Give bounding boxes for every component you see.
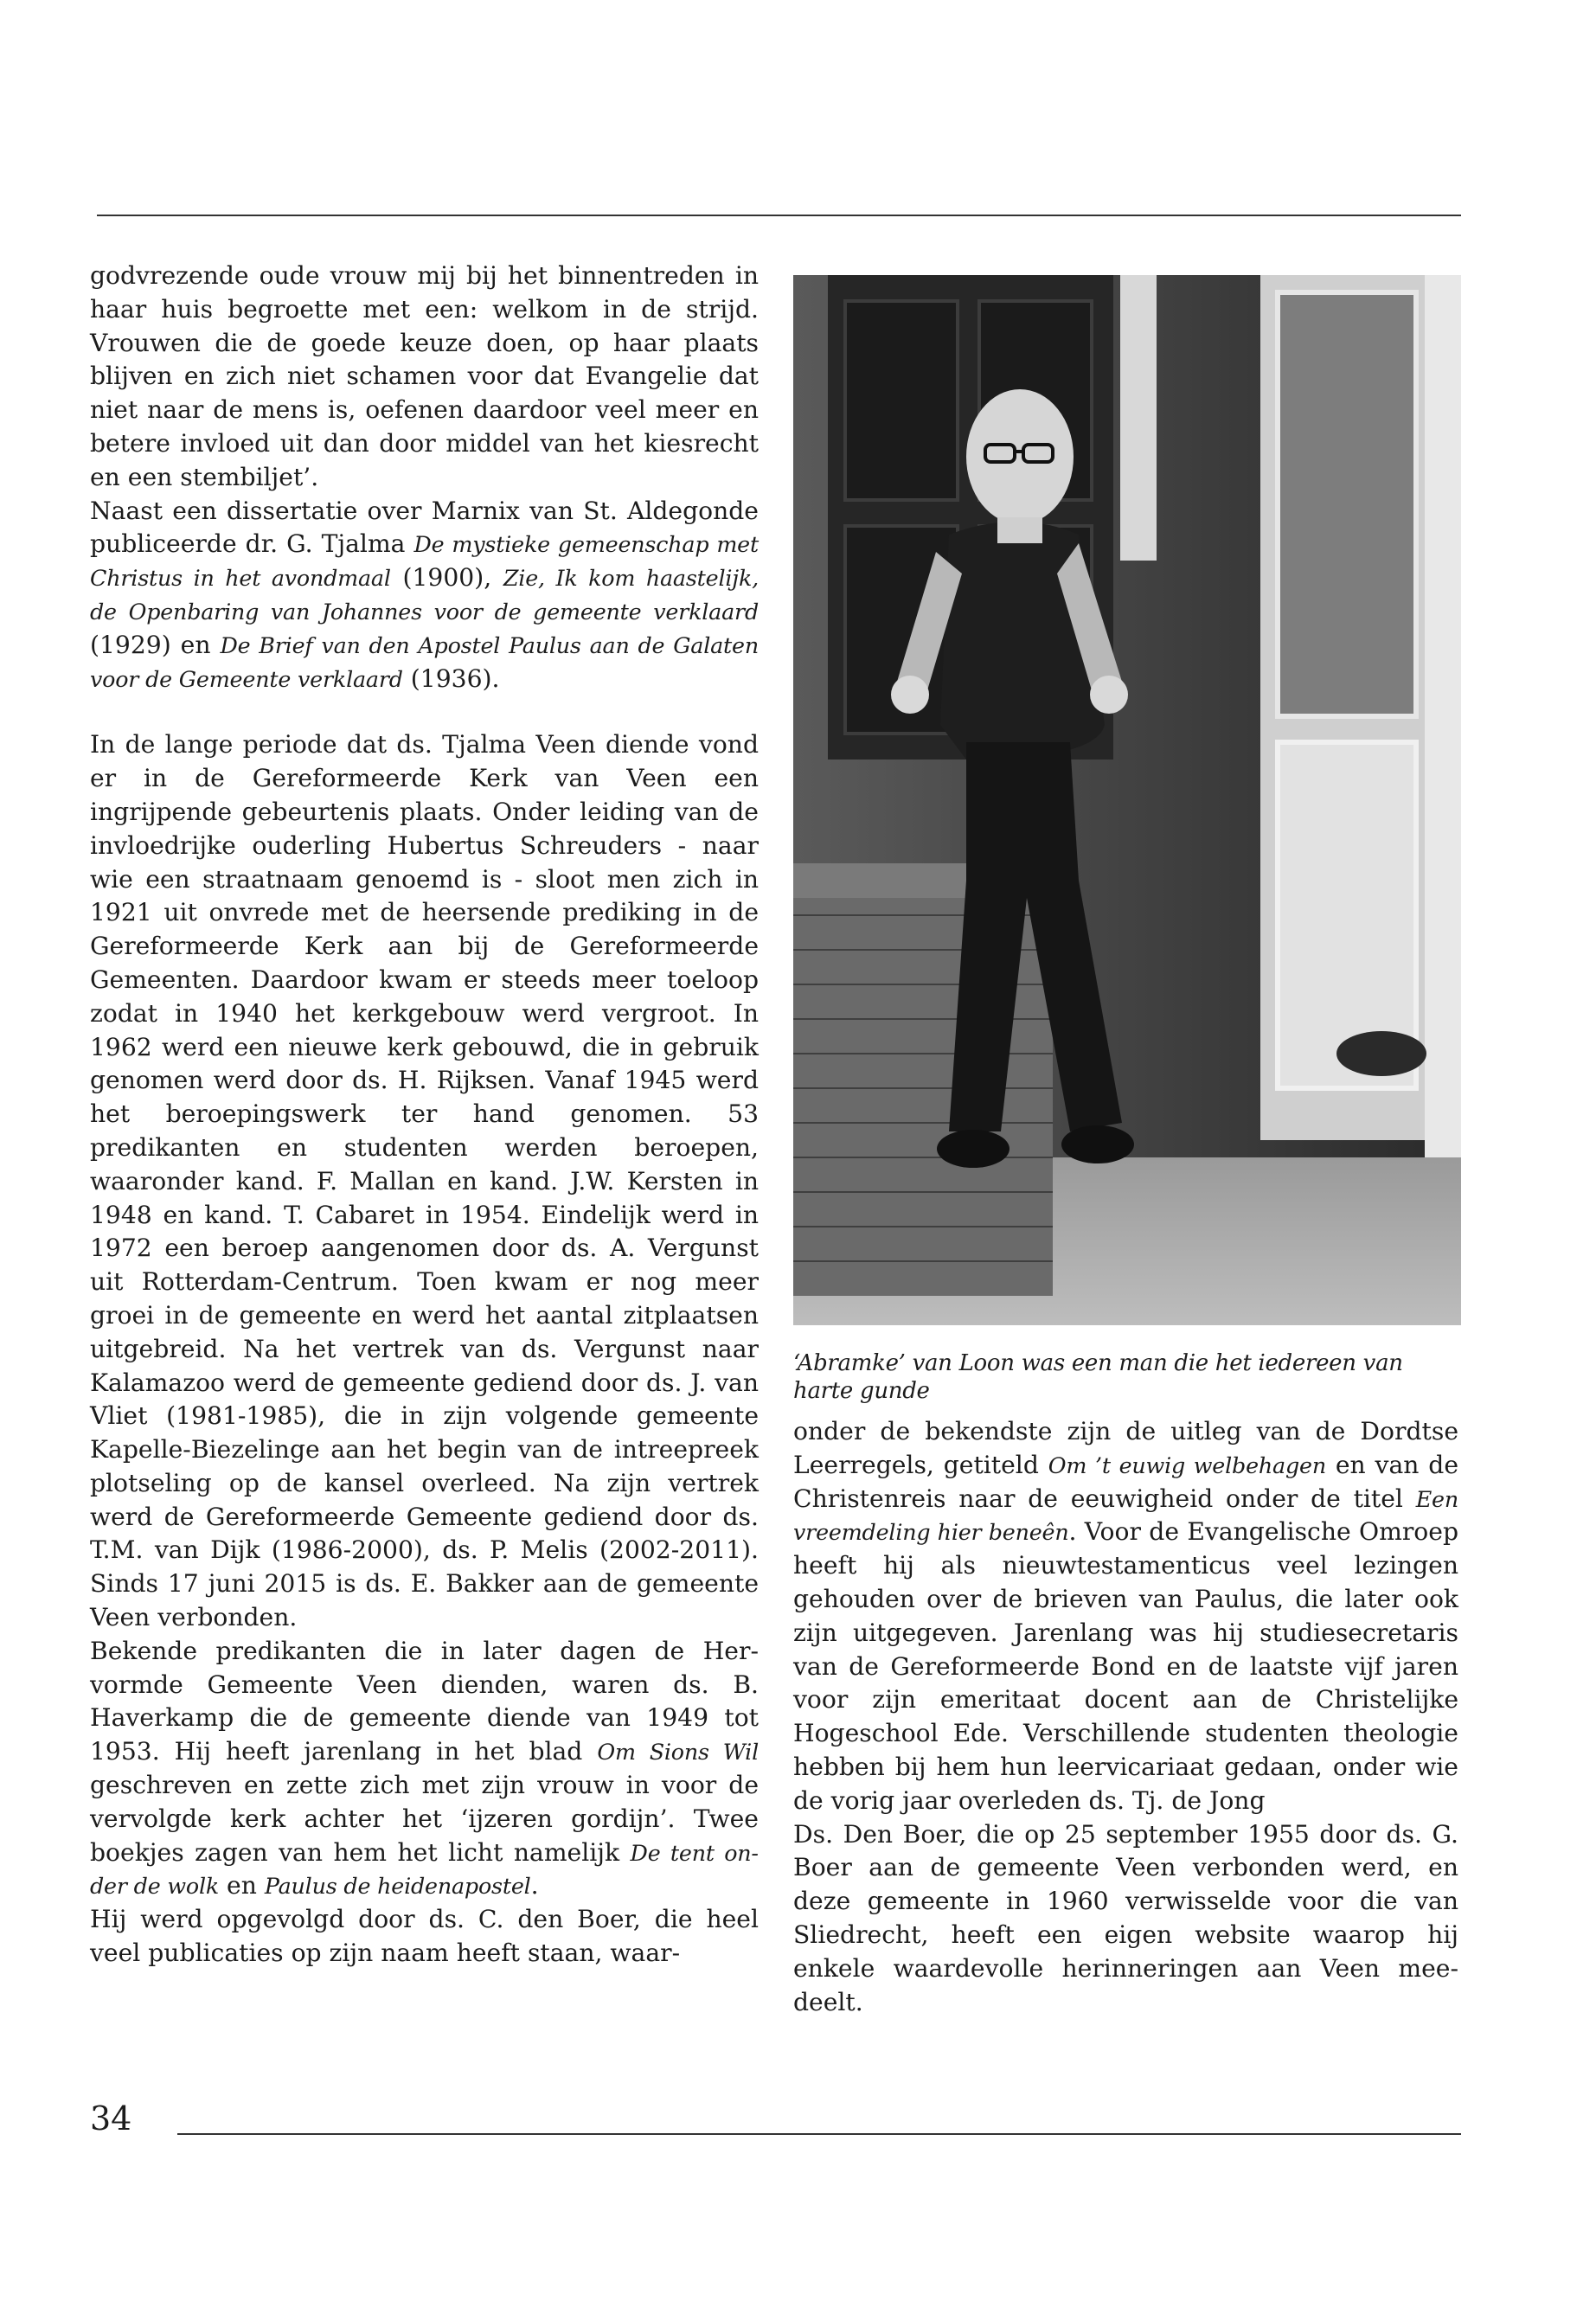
- text-run: (1900),: [390, 563, 503, 593]
- book-title: De mystieke gemeenschap met Christus in het avondmaal: [90, 531, 759, 592]
- text-run: (1929) en: [90, 630, 221, 659]
- photo-caption: ‘Abramke’ van Loon was een man die het iedereen van harte gunde: [793, 1350, 1403, 1404]
- paragraph-church-history: In de lange periode dat ds. Tjalma Veen diende vond er in de Gereformeerde Kerk van Veen een ingrijpende gebeurtenis plaats. Onder leiding van de invloedrijke ouderling Hubertus Schreuders - naar wie een straatnaam genoemd is - sloot men zich in 1921 uit onvrede met de heersende prediking in de Gereformeerde Kerk aan bij de Gereformeerde Gemeenten. Daardoor kwam er steeds meer toeloop zodat in 1940 het kerkgebouw werd vergroot. In 1962 werd een nieuwe kerk gebouwd, die in gebruik genomen werd door ds. H. Rijksen. Vanaf 1945 werd het beroepingswerk ter hand genomen. 53 predikanten en studenten werden beroepen, waaronder kand. F. Mallan en kand. J.W. Kersten in 1948 en kand. T. Cabaret in 1954. Eindelijk werd in 1972 een beroep aangenomen door ds. A. Vergunst uit Rotterdam-Centrum. Toen kwam er nog meer groei in de gemeente en werd het aantal zitplaatsen uitgebreid. Na het vertrek van ds. Vergunst naar Kalamazoo werd de gemeente gediend door ds. J. van Vliet (1981-1985), die in zijn volgende gemeente Kapelle-Biezelinge aan het begin van de intreepreek plotseling op de kansel overleed. Na zijn vertrek werd de Gereformeerde Gemeente gediend door ds. T.M. van Dijk (1986-2000), ds. P. Melis (2002-2011). Sinds 17 juni 2015 is ds. E. Bakker aan de gemeente Veen verbonden.: [90, 730, 759, 1632]
- right-column: [793, 1415, 1458, 2019]
- book-title: De Brief van den Apostel Paulus aan de Galaten voor de Gemeente verklaard: [90, 631, 759, 692]
- text-run: (1936).: [402, 663, 500, 693]
- text-run: onder de bekendste zijn de uitleg van de Dordtse Leerregels, getiteld: [793, 1417, 1458, 1479]
- book-title: Om ’t euwig welbehagen: [1048, 1452, 1326, 1478]
- portrait-photo-image: [793, 275, 1461, 1325]
- paragraph-den-boer-intro: Hij werd opgevolgd door ds. C. den Boer, die heel veel publicaties op zijn naam heeft staan, waar-: [90, 1905, 759, 1968]
- paragraph-den-boer-career: Ds. Den Boer, die op 25 september 1955 door ds. G. Boer aan de gemeente Veen verbonden werd, en deze gemeente in 1960 verwisselde voor die van Sliedrecht, heeft een eigen website waarop hij enkele waardevolle herinneringen aan Veen meedeelt.: [793, 1819, 1458, 2016]
- text-run: . Voor de Evangelische Omroep heeft hij als nieuwtestamenticus veel lezingen gehouden over de brieven van Paulus, die later ook zijn uitgegeven. Jarenlang was hij studiesecretaris van de Gereformeerde Bond en de laatste vijf jaren voor zijn emeritaat docent aan de Christelijke Hogeschool Ede. Verschillende studenten theologie hebben bij hem hun leervicariaat gedaan, onder wie de vorig jaar overleden ds. Tj. de Jong: [793, 1517, 1458, 1815]
- book-title: Een vreemdeling hier beneên: [793, 1485, 1458, 1546]
- paragraph-gap: [90, 695, 759, 728]
- text-run: en van de Christenreis naar de eeuwigheid onder de titel: [793, 1450, 1458, 1513]
- paragraph-haverkamp: [90, 1635, 759, 1903]
- page-number: 34: [90, 2099, 132, 2138]
- paragraph-tjalma-publications: [90, 495, 759, 696]
- text-run: Naast een dissertatie over Marnix van St. Aldegonde publiceerde dr. G. Tjalma: [90, 496, 759, 559]
- paragraph-den-boer-publications: [793, 1415, 1458, 1818]
- portrait-photo: [793, 275, 1461, 1325]
- text-run: .: [530, 1871, 539, 1900]
- magazine-title: Om Sions Wil: [597, 1739, 760, 1766]
- paragraph-continuation: godvrezende oude vrouw mij bij het binnentreden in haar huis begroette met een: welkom in de strijd. Vrouwen die de goede keuze doen, op haar plaats blijven en zich niet schamen voor dat Evangelie dat niet naar de mens is, oefenen daardoor veel meer en betere invloed uit dan door middel van het kiesrecht en een stembiljet’.: [90, 261, 759, 491]
- top-rule: [97, 215, 1461, 216]
- book-title: De tent onder de wolk: [90, 1839, 759, 1900]
- text-run: geschreven en zette zich met zijn vrouw in voor de vervolgde kerk achter het ‘ijzeren gordijn’. Twee boekjes zagen van hem het licht namelijk: [90, 1771, 759, 1867]
- bottom-rule: [177, 2133, 1461, 2135]
- book-title: Zie, Ik kom haastelijk, de Openbaring van Johannes voor de gemeente verklaard: [90, 565, 760, 625]
- book-title: Paulus de heidenapostel: [264, 1873, 531, 1900]
- text-run: Bekende predikanten die in later dagen de Hervormde Gemeente Veen dienden, waren ds. B. Haverkamp die de gemeente diende van 1949 tot 1953. Hij heeft jarenlang in het blad: [90, 1636, 759, 1766]
- text-run: en: [219, 1871, 265, 1900]
- left-column: [90, 260, 759, 1971]
